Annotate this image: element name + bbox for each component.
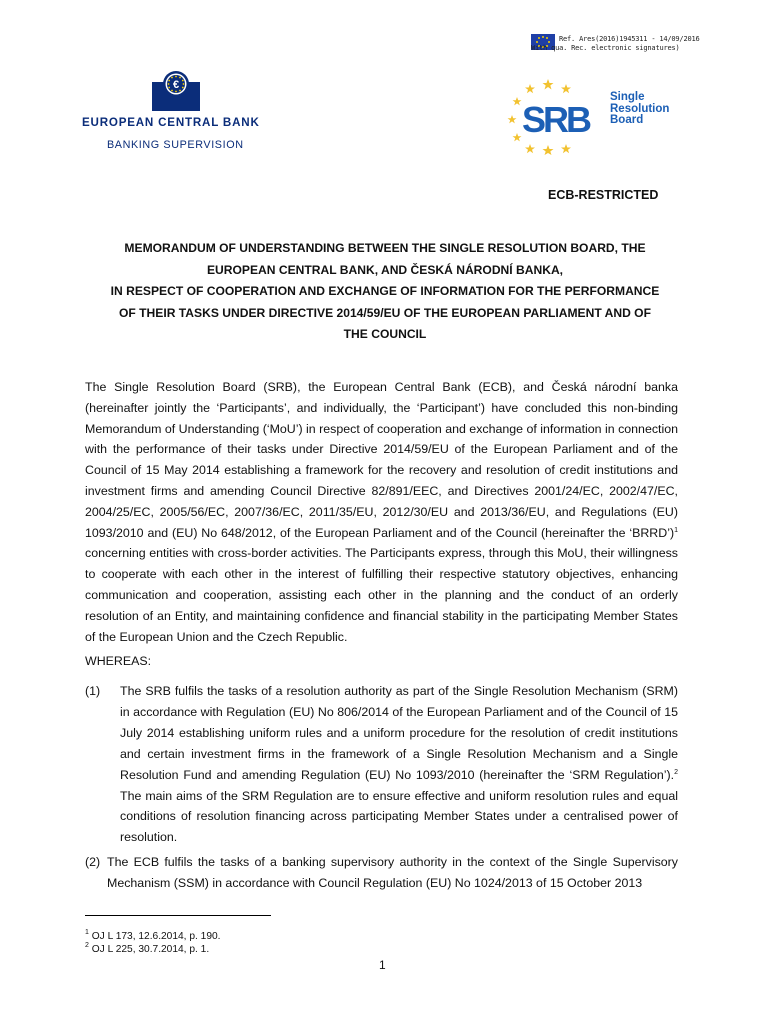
recital-number: (2) [85,855,101,869]
title-line: THE COUNCIL [343,327,427,341]
title-line: OF THEIR TASKS UNDER DIRECTIVE 2014/59/EU OF THE EUROPEAN PARLIAMENT AND OF [119,305,651,320]
footnote-number: 2 [85,942,89,949]
footnote-divider [85,915,271,916]
footnote [85,931,221,943]
intro-text: concerning entities with cross-border activities. The Participants express, through this MoU, their willingness to cooperate with each other in the interest of fulfilling their respective statutory objectives, enhancing communication and cooperation, assisting each other in the planning and the conduct of an orderly resolution of an Entity, and maintaining confidence and financial stability in the participating Member States of the European Union and the Czech Republic. [85,546,678,644]
page-number: 1 [379,958,386,972]
recital-text: The ECB fulfils the tasks of a banking supervisory authority in the context of the Single Supervisory Mechanism (SSM) in accordance with Council Regulation (EU) No 1024/2013 of 15 October 2013 [107,855,678,890]
srb-logo-text [610,92,669,127]
stamp-reference: Ref. Ares(2016)1945311 - 14/09/2016 [559,35,700,43]
recital-text [120,681,678,848]
srb-logo-line3: Board [610,114,644,127]
footnote-ref[interactable]: 1 [674,526,678,534]
ecb-emblem-icon [152,70,200,111]
srb-logo-line1: Single [610,91,645,103]
title-line: MEMORANDUM OF UNDERSTANDING BETWEEN THE SINGLE RESOLUTION BOARD, THE [124,241,646,255]
footnote-text: OJ L 173, 12.6.2014, p. 190. [88,931,221,942]
footnote-ref[interactable]: 2 [674,768,678,776]
stamp-signature-note: With qua. Rec. electronic signatures) [531,44,680,52]
intro-paragraph [85,377,678,647]
ecb-logo-name: EUROPEAN CENTRAL BANK [82,116,260,129]
footnote-text: OJ L 225, 30.7.2014, p. 1. [88,944,210,955]
reference-stamp [531,33,761,55]
svg-text:€: € [172,79,180,91]
recital-text-part: The SRB fulfils the tasks of a resolution authority as part of the Single Resolution Mechanism (SRM) in accordance with Regulation (EU) No 806/2014 of the European Parliament and of the Council of 15 July 2014 establishing uniform rules and a uniform procedure for the resolution of credit institutions and certain investment firms in the framework of a Single Resolution Mechanism and a Single Resolution Fund and amending Regulation (EU) No 1093/2010 (hereinafter the ‘SRM Regulation’). [120,684,678,782]
ecb-logo-subtitle: BANKING SUPERVISION [107,139,244,151]
classification-label: ECB-RESTRICTED [548,188,659,202]
title-line: IN RESPECT OF COOPERATION AND EXCHANGE OF INFORMATION FOR THE PERFORMANCE [110,284,660,298]
intro-text: The Single Resolution Board (SRB), the European Central Bank (ECB), and Česká národní banka (hereinafter jointly the ‘Participants’, and individually, the ‘Participant’) have concluded this non-binding Memorandum of Understanding (‘MoU’) in respect of cooperation and exchange of information in connection with the performance of their tasks under Directive 2014/59/EU of the European Parliament and of the Council of 15 May 2014 establishing a framework for the recovery and resolution of credit institutions and investment firms and amending Council Directive 82/891/EEC, and Directives 2001/24/EC, 2002/47/EC, 2004/25/EC, 2005/56/EC, 2007/36/EC, 2011/35/EU, 2012/30/EU and 2013/36/EU, and Regulations (EU) 1093/2010 and (EU) No 648/2012, of the European Parliament and of the Council (hereinafter the ‘BRRD’) [85,380,679,540]
whereas-heading: WHEREAS: [85,654,152,668]
svg-text:SRB: SRB [522,99,590,140]
footnote [85,944,209,956]
title-line: EUROPEAN CENTRAL BANK, AND ČESKÁ NÁRODNÍ BANKA, [206,262,564,277]
recital-text-part: The main aims of the SRM Regulation are to ensure effective and uniform resolution rules and equal conditions of resolution financing across participating Member States under a centralised power of resolution. [120,788,678,845]
document-title [85,238,685,346]
footnote-number: 1 [85,929,89,936]
srb-logo-line2: Resolution [610,102,670,115]
recital-number: (1) [85,684,101,698]
